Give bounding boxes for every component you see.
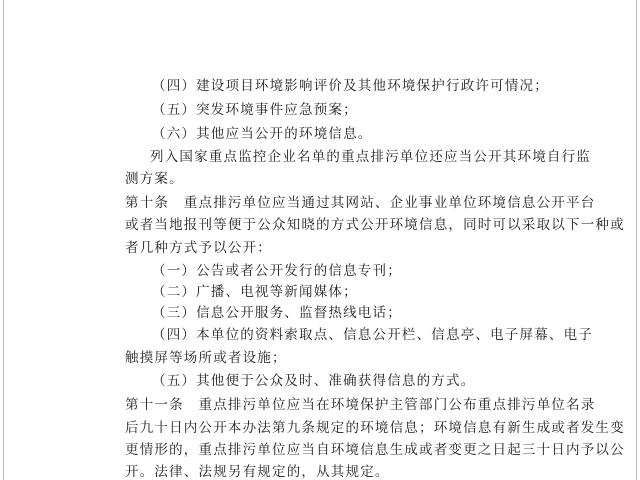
- list-item-line: （二）广播、电视等新闻媒体；: [152, 284, 358, 300]
- list-item-line: （一）公告或者公开发行的信息专刊；: [152, 263, 402, 279]
- article-10-line: 者几种方式予以公开：: [125, 240, 272, 256]
- list-item-line: 触摸屏等场所或者设施；: [125, 350, 287, 366]
- paragraph-line: 测方案。: [125, 171, 184, 187]
- page-right-border: [636, 0, 637, 480]
- list-item-line: （五）其他便于公众及时、准确获得信息的方式。: [152, 373, 476, 389]
- article-11-line: 后九十日内公开本办法第九条规定的环境信息；环境信息有新生成或者发生变: [125, 420, 625, 436]
- list-item-line: （三）信息公开服务、监督热线电话；: [152, 305, 402, 321]
- article-10-line: 第十条 重点排污单位应当通过其网站、企业事业单位环境信息公开平台: [125, 195, 596, 211]
- article-11-line: 更情形的，重点排污单位应当自环境信息生成或者变更之日起三十日内予以公: [125, 442, 625, 458]
- page-left-border: [3, 0, 4, 480]
- article-11-line: 开。法律、法规另有规定的，从其规定。: [125, 464, 390, 480]
- article-10-line: 或者当地报刊等便于公众知晓的方式公开环境信息，同时可以采取以下一种或: [125, 217, 625, 233]
- paragraph-line: （四）建设项目环境影响评价及其他环境保护行政许可情况；: [152, 78, 549, 94]
- article-11-line: 第十一条 重点排污单位应当在环境保护主管部门公布重点排污单位名录: [125, 397, 596, 413]
- list-item-line: （四）本单位的资料索取点、信息公开栏、信息亭、电子屏幕、电子: [152, 327, 593, 343]
- paragraph-line: 列入国家重点监控企业名单的重点排污单位还应当公开其环境自行监: [150, 149, 591, 165]
- paragraph-line: （五）突发环境事件应急预案；: [152, 102, 358, 118]
- paragraph-line: （六）其他应当公开的环境信息。: [152, 126, 373, 142]
